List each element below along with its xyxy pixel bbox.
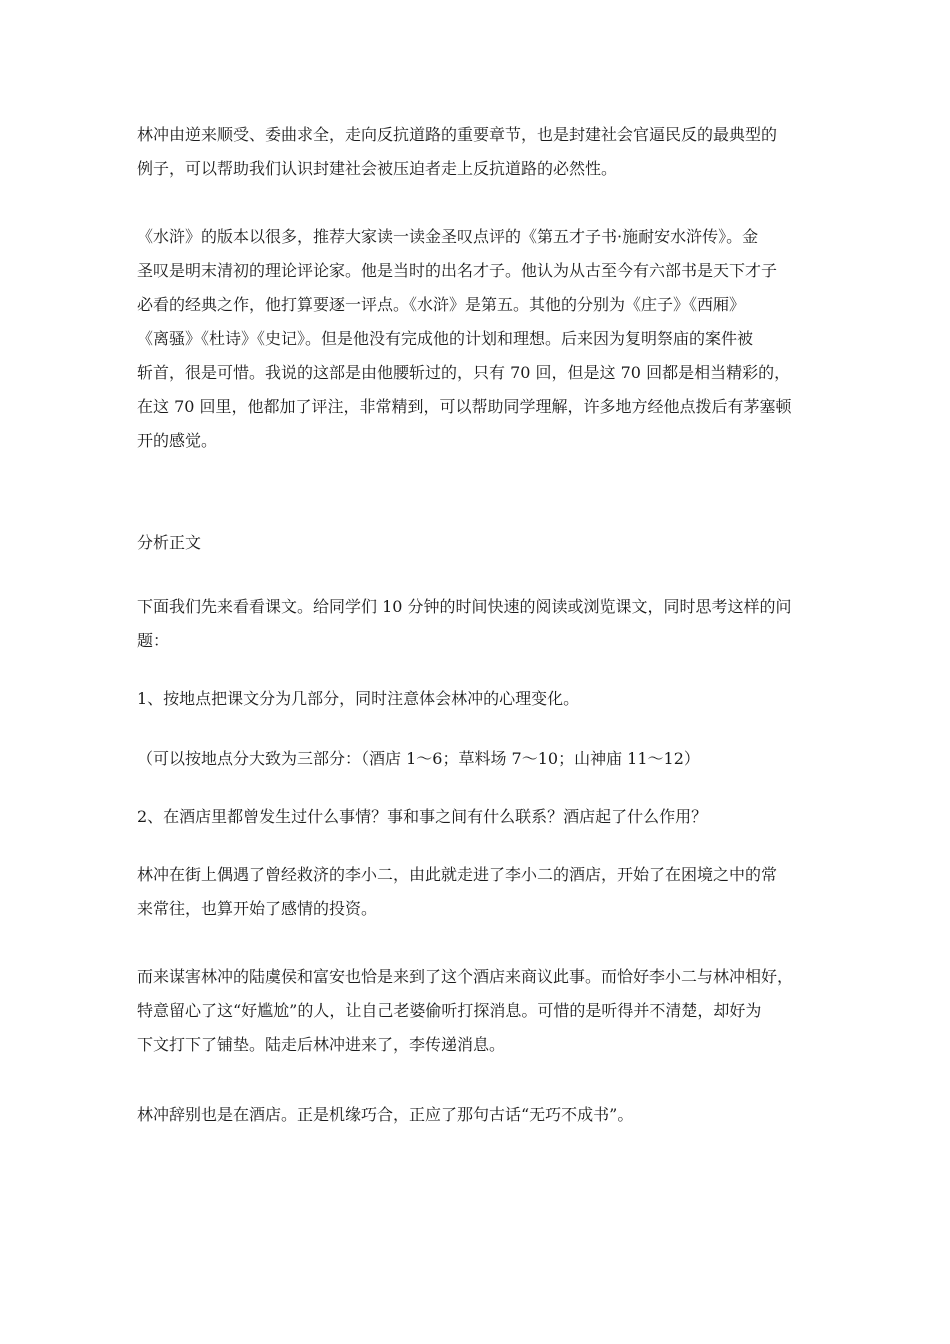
text-line: 1、按地点把课文分为几部分，同时注意体会林冲的心理变化。 — [137, 689, 580, 708]
text-line: 2、在酒店里都曾发生过什么事情？事和事之间有什么联系？酒店起了什么作用？ — [137, 807, 708, 826]
text-line: 题： — [137, 631, 170, 650]
text-line: 斩首，很是可惜。我说的这部是由他腰斩过的，只有 70 回，但是这 70 回都是相当精彩的， — [137, 363, 791, 382]
text-line: 下面我们先来看看课文。给同学们 10 分钟的时间快速的阅读或浏览课文，同时思考这样的问 — [137, 597, 792, 616]
text-line: 特意留心了这“好尴尬”的人，让自己老婆偷听打探消息。可惜的是听得并不清楚，却好为 — [137, 1001, 762, 1020]
text-line: 在这 70 回里，他都加了评注，非常精到，可以帮助同学理解，许多地方经他点拨后有茅塞顿 — [137, 397, 792, 416]
text-line: 圣叹是明末清初的理论评论家。他是当时的出名才子。他认为从古至今有六部书是天下才子 — [137, 261, 778, 280]
paragraph-li-xiao-er — [137, 858, 817, 926]
text-line: 必看的经典之作，他打算要逐一评点。《水浒》是第五。其他的分别为《庄子》《西厢》 — [137, 295, 746, 314]
question-2 — [137, 800, 817, 834]
text-line: 来常往，也算开始了感情的投资。 — [137, 899, 378, 918]
paragraph-shuihu-editions — [137, 220, 817, 458]
answer-1 — [137, 742, 817, 776]
text-line: 分析正文 — [137, 533, 202, 552]
text-line: 《水浒》的版本以很多，推荐大家读一读金圣叹点评的《第五才子书·施耐安水浒传》。金 — [137, 227, 759, 246]
text-line: （可以按地点分大致为三部分：（酒店 1～6；草料场 7～10；山神庙 11～12） — [137, 749, 700, 768]
text-line: 林冲由逆来顺受、委曲求全，走向反抗道路的重要章节，也是封建社会官逼民反的最典型的 — [137, 125, 778, 144]
text-line: 《离骚》《杜诗》《史记》。但是他没有完成他的计划和理想。后来因为复明祭庙的案件被 — [137, 329, 754, 348]
text-line: 例子，可以帮助我们认识封建社会被压迫者走上反抗道路的必然性。 — [137, 159, 618, 178]
paragraph-farewell — [137, 1098, 817, 1132]
question-1 — [137, 682, 817, 716]
paragraph-lu-yu-hou — [137, 960, 817, 1062]
section-heading-analysis — [137, 526, 817, 560]
text-line: 林冲在街上偶遇了曾经救济的李小二，由此就走进了李小二的酒店，开始了在困境之中的常 — [137, 865, 778, 884]
text-line: 林冲辞别也是在酒店。正是机缘巧合，正应了那句古话“无巧不成书”。 — [137, 1105, 634, 1124]
text-line: 下文打下了铺垫。陆走后林冲进来了，李传递消息。 — [137, 1035, 506, 1054]
text-line: 而来谋害林冲的陆虞侯和富安也恰是来到了这个酒店来商议此事。而恰好李小二与林冲相好， — [137, 967, 794, 986]
paragraph-reading-task — [137, 590, 817, 658]
text-line: 开的感觉。 — [137, 431, 218, 450]
paragraph-lin-chong-intro — [137, 118, 817, 186]
